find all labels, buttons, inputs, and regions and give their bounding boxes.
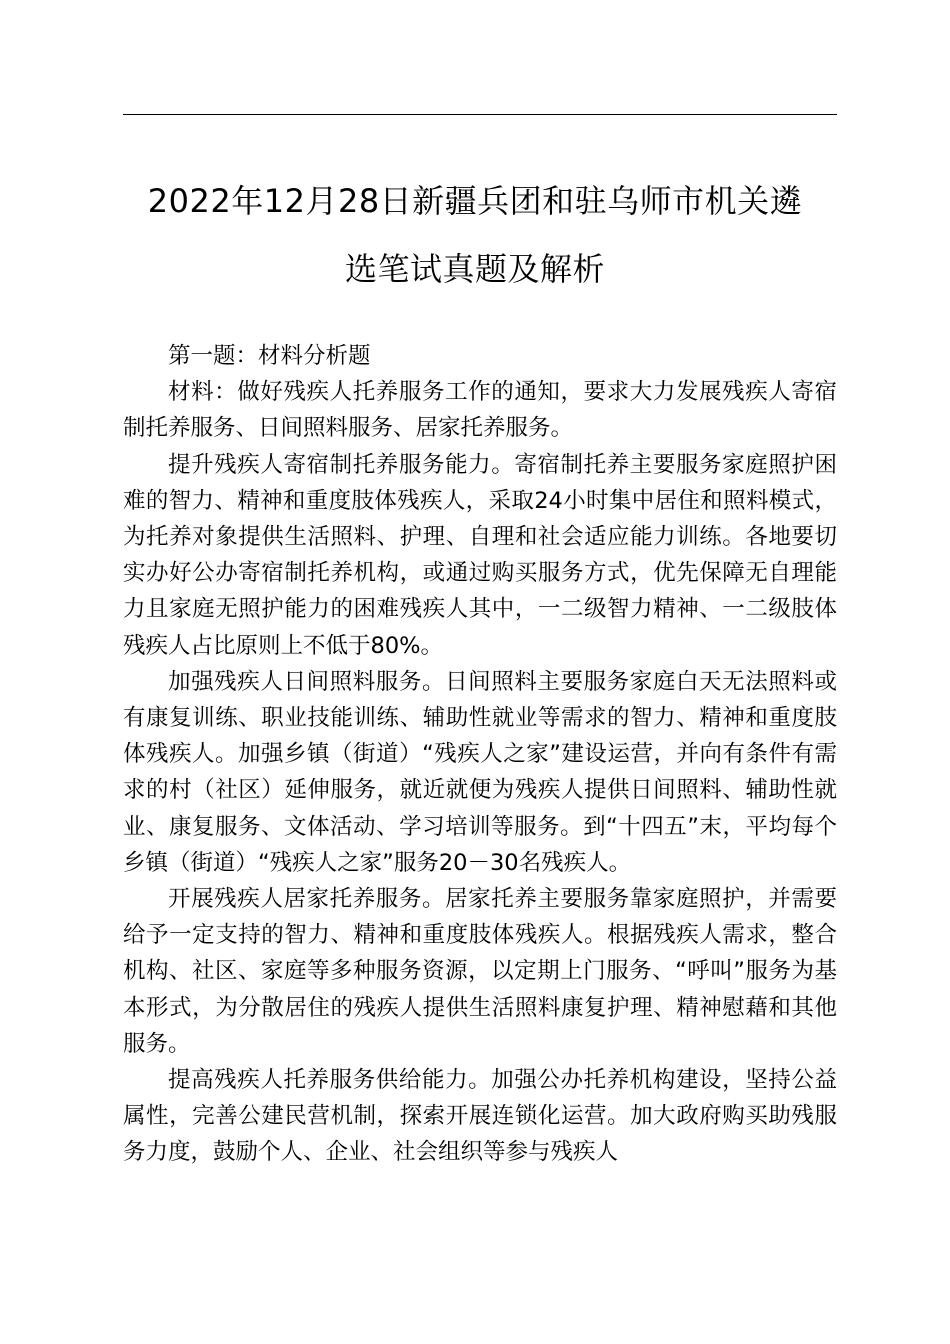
header-rule [123,114,837,115]
paragraph: 提高残疾人托养服务供给能力。加强公办托养机构建设，坚持公益属性，完善公建民营机制，探索开展连锁化运营。加大政府购买助残服务力度，鼓励个人、企业、社会组织等参与残疾人 [123,1067,837,1166]
paragraph: 加强残疾人日间照料服务。日间照料主要服务家庭白天无法照料或有康复训练、职业技能训练、辅助性就业等需求的智力、精神和重度肢体残疾人。加强乡镇（街道）“残疾人之家”建设运营，并向有条件有需求的村（社区）延伸服务，就近就便为残疾人提供日间照料、辅助性就业、康复服务、文体活动、学习培训等服务。到“十四五”末，平均每个乡镇（街道）“残疾人之家”服务20－30名残疾人。 [123,668,837,876]
document-body [123,338,837,1171]
section-heading: 第一题：材料分析题 [168,343,371,369]
document-title-line-2: 选笔试真题及解析 [344,250,605,288]
document-title-line-1: 2022年12月28日新疆兵团和驻乌师市机关遴 [147,182,803,220]
paragraph: 提升残疾人寄宿制托养服务能力。寄宿制托养主要服务家庭照护困难的智力、精神和重度肢体残疾人，采取24小时集中居住和照料模式，为托养对象提供生活照料、护理、自理和社会适应能力训练。各地要切实办好公办寄宿制托养机构，或通过购买服务方式，优先保障无自理能力且家庭无照护能力的困难残疾人其中，一二级智力精神、一二级肢体残疾人占比原则上不低于80%。 [123,451,837,659]
paragraph: 开展残疾人居家托养服务。居家托养主要服务靠家庭照护，并需要给予一定支持的智力、精神和重度肢体残疾人。根据残疾人需求，整合机构、社区、家庭等多种服务资源，以定期上门服务、“呼叫”服务为基本形式，为分散居住的残疾人提供生活照料康复护理、精神慰藉和其他服务。 [123,886,837,1057]
paragraph: 材料：做好残疾人托养服务工作的通知，要求大力发展残疾人寄宿制托养服务、日间照料服务、居家托养服务。 [123,379,837,442]
